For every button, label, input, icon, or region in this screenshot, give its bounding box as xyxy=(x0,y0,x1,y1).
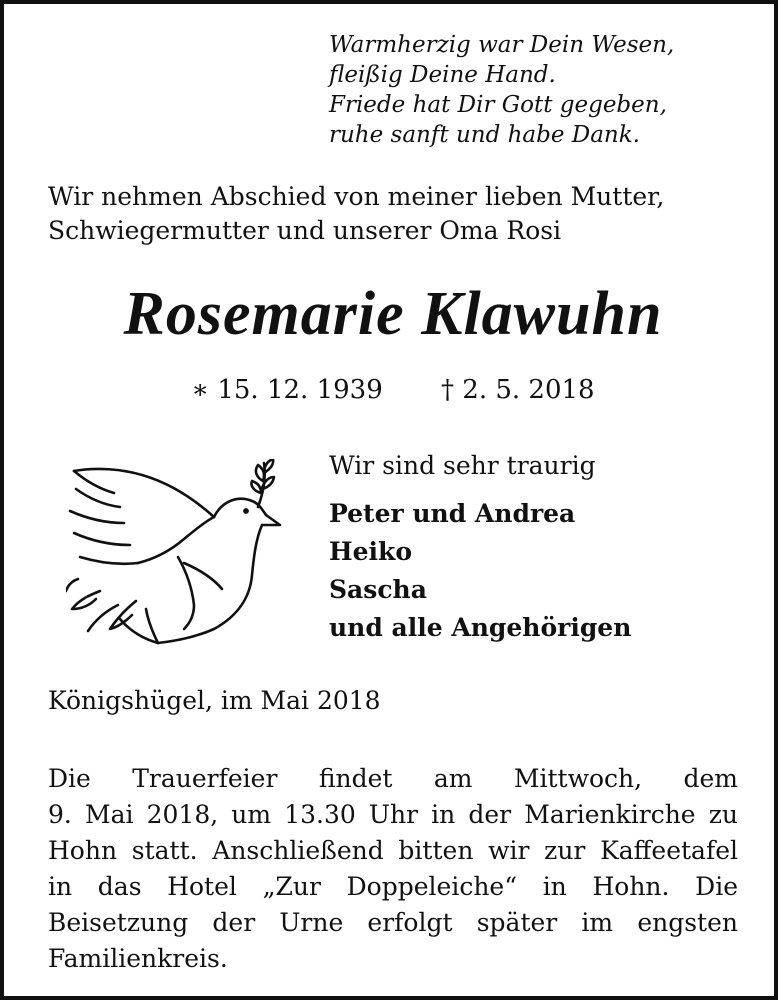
notice-line: Die Trauerfeier findet am Mittwoch, dem xyxy=(48,764,738,793)
family-member: und alle Angehörigen xyxy=(329,613,632,642)
family-signatures xyxy=(329,449,631,647)
notice-line: Familienkreis. xyxy=(48,944,228,973)
notice-line: in das Hotel „Zur Doppeleiche“ in Hohn. Die xyxy=(48,872,738,901)
farewell-intro xyxy=(48,180,664,248)
intro-line: Schwiegermutter und unserer Oma Rosi xyxy=(48,216,562,245)
family-member: Heiko xyxy=(329,537,413,566)
poem-line: fleißig Deine Hand. xyxy=(329,62,556,88)
life-dates xyxy=(4,372,778,408)
birth-date: ∗ 15. 12. 1939 xyxy=(191,375,383,405)
notice-line: Beisetzung der Urne erfolgt später im engsten xyxy=(48,908,738,937)
notice-line: Hohn statt. Anschließend bitten wir zur Kaffeetafel xyxy=(48,836,738,865)
sad-text: Wir sind sehr traurig xyxy=(329,451,596,480)
family-member: Sascha xyxy=(329,575,427,604)
poem-line: ruhe sanft und habe Dank. xyxy=(329,122,640,148)
family-member: Peter und Andrea xyxy=(329,499,576,528)
funeral-notice xyxy=(48,761,738,977)
intro-line: Wir nehmen Abschied von meiner lieben Mutter, xyxy=(48,182,665,211)
dove-icon xyxy=(66,459,286,654)
poem-line: Friede hat Dir Gott gegeben, xyxy=(329,92,667,118)
deceased-name: Rosemarie Klawuhn xyxy=(123,280,663,348)
memorial-poem xyxy=(329,30,674,150)
poem-line: Warmherzig war Dein Wesen, xyxy=(329,32,675,58)
place-and-date: Königshügel, im Mai 2018 xyxy=(48,686,381,715)
notice-line: 9. Mai 2018, um 13.30 Uhr in der Marienkirche zu xyxy=(48,800,738,829)
death-date: † 2. 5. 2018 xyxy=(441,375,595,405)
